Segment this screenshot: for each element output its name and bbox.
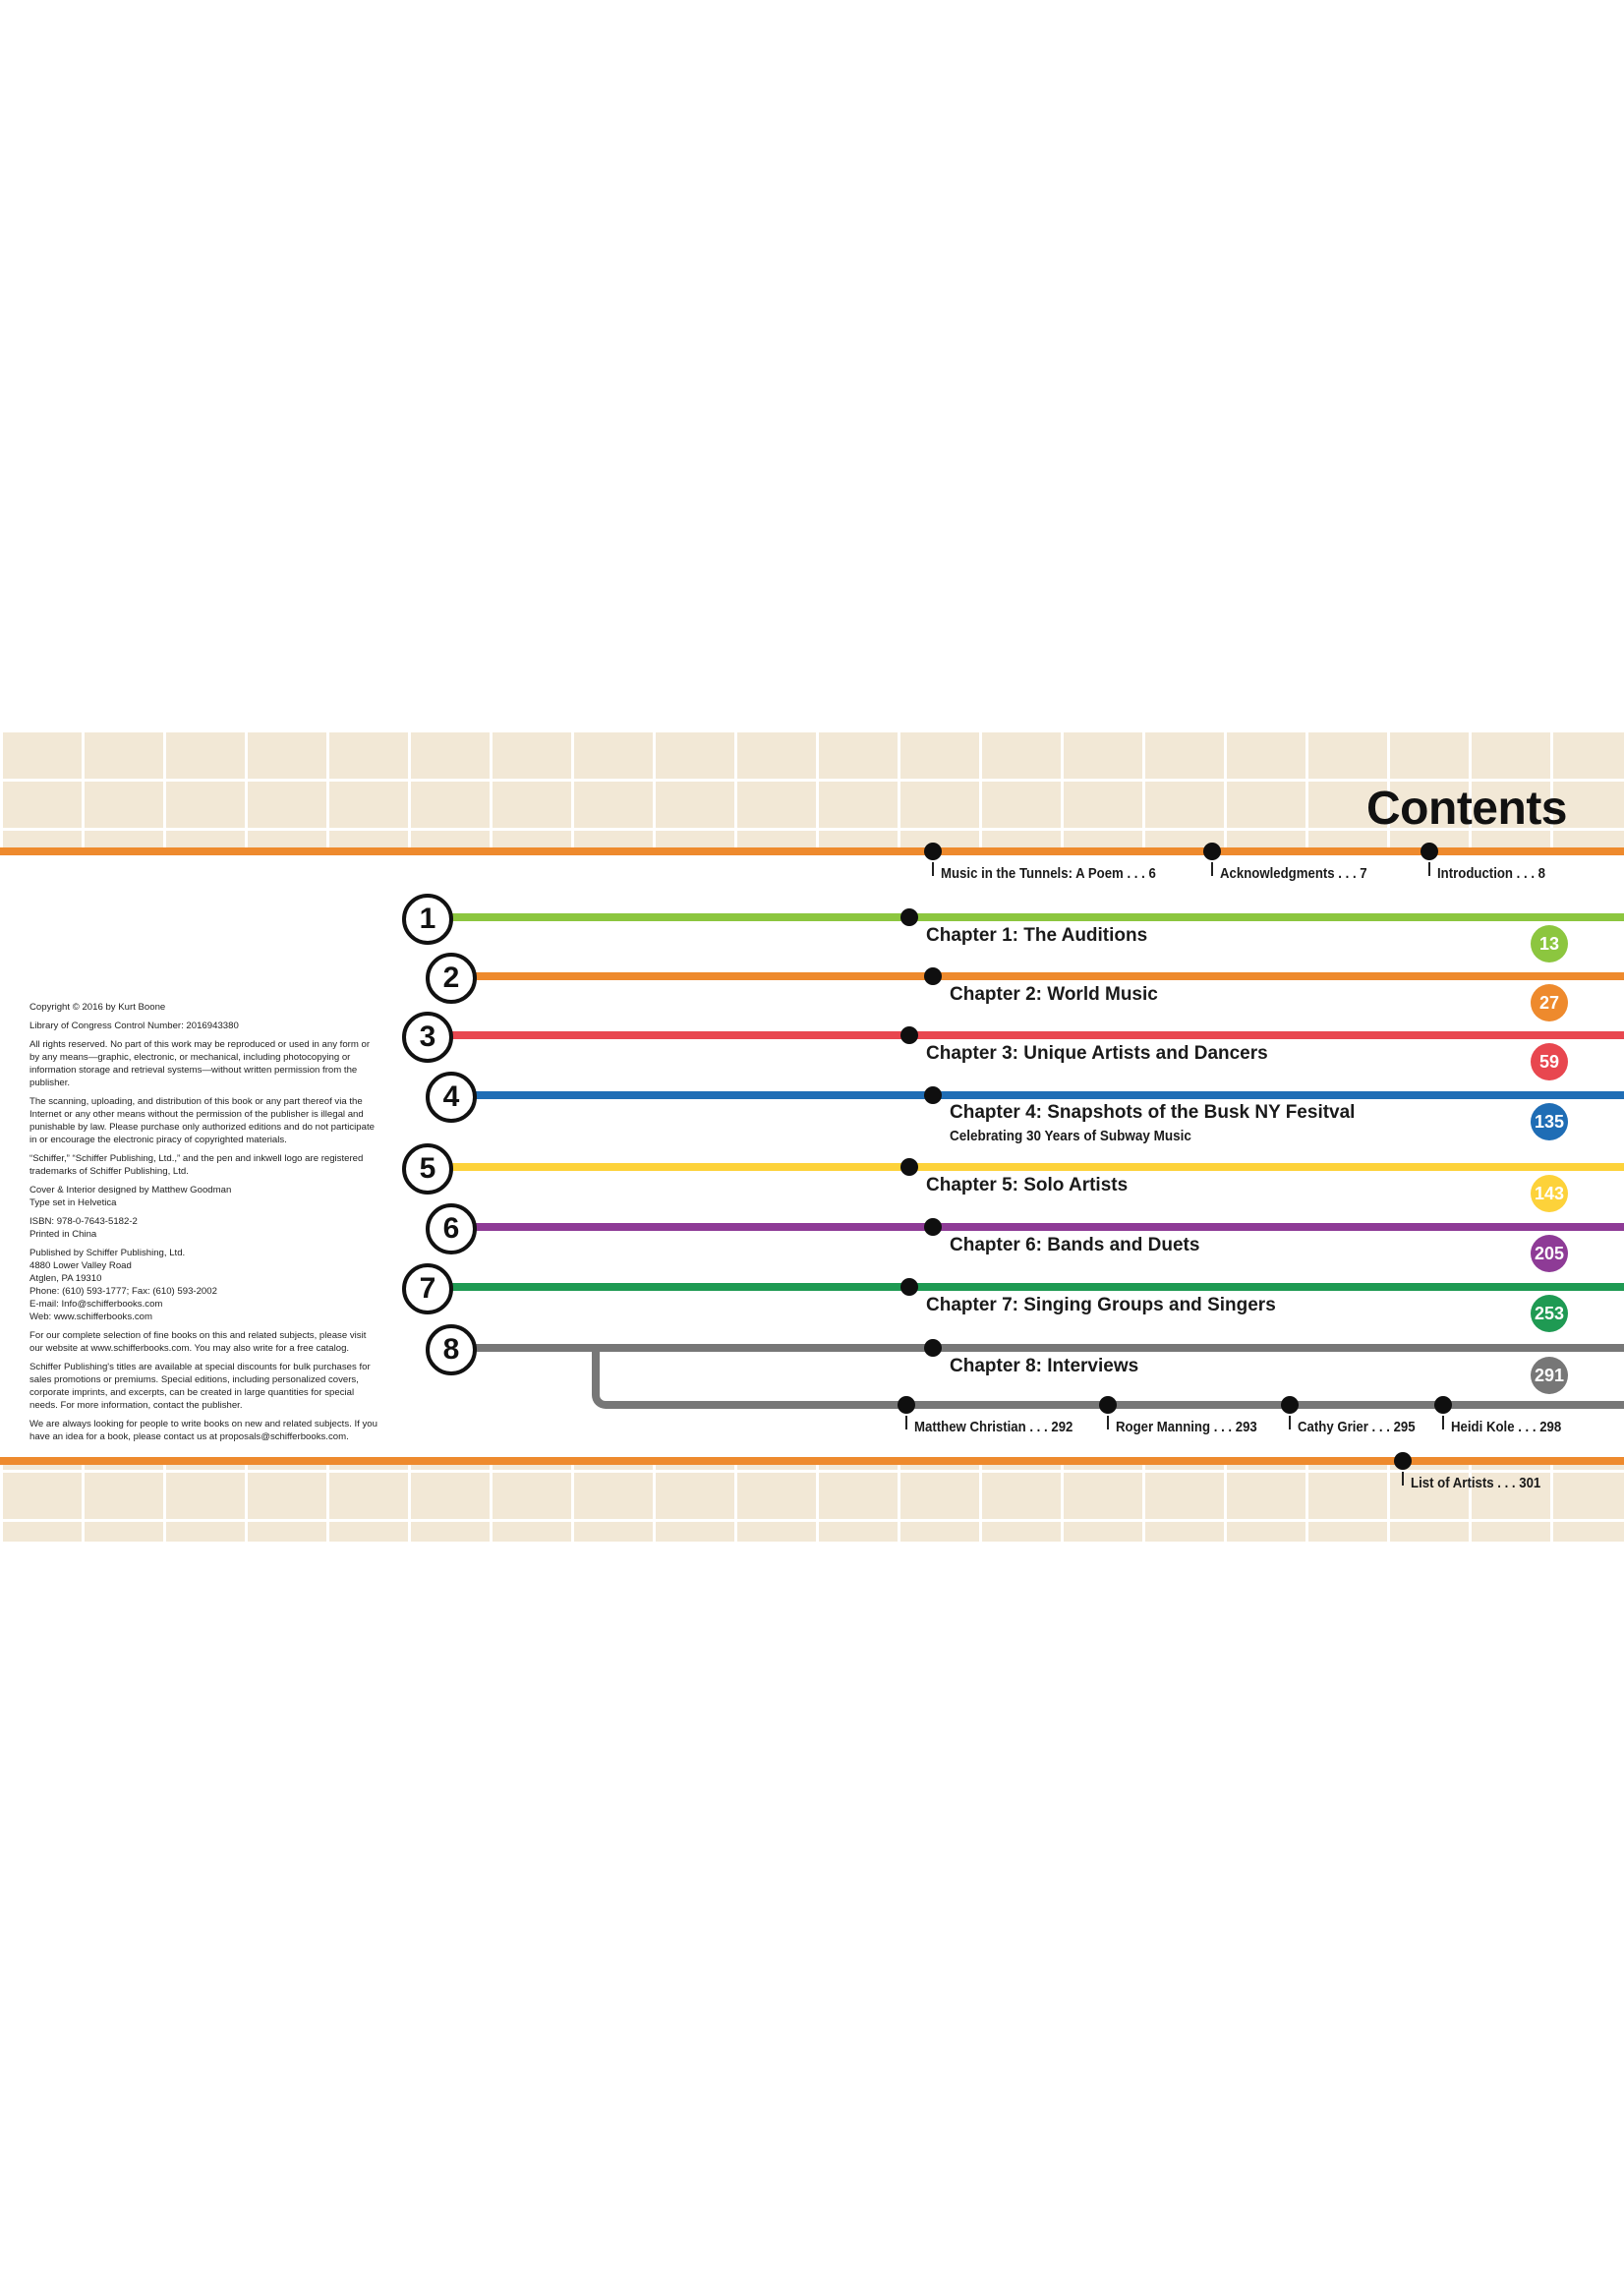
bottom-grid-band — [0, 1465, 1624, 1542]
interview-branch-line — [629, 1401, 1624, 1409]
stop-tick — [1289, 1416, 1291, 1429]
stop-dot-acknowledgments — [1203, 843, 1221, 860]
legal-line: Published by Schiffer Publishing, Ltd. — [29, 1248, 186, 1258]
legal-line: Copyright © 2016 by Kurt Boone — [29, 1002, 166, 1013]
legal-line: The scanning, uploading, and distribution of this book or any part thereof via the Internet or any other means without the permission of the publisher is illegal and punishable by law. Please purchase only authorized editions and do not participate in or encourage the electronic piracy of copyrighted materials. — [29, 1096, 375, 1145]
page-title: Contents — [1366, 783, 1567, 835]
chapter-4-subtitle: Celebrating 30 Years of Subway Music — [950, 1128, 1191, 1144]
stop-dot-poem — [924, 843, 942, 860]
stop-tick — [1211, 862, 1213, 876]
legal-line: Schiffer Publishing's titles are available at special discounts for bulk purchases for sales promotions or premiums. Special editions, including personalized covers, corporate imprints, and excerpts, can be created in large quantities for special needs. For more information, contact the publisher. — [29, 1362, 371, 1411]
chapter-7-page-badge: 253 — [1531, 1295, 1568, 1332]
legal-line: We are always looking for people to write books on new and related subjects. If you have an idea for a book, please contact us at proposals@schifferbooks.com. — [29, 1419, 377, 1442]
toc-list-of-artists[interactable]: List of Artists . . . 301 — [1411, 1475, 1541, 1491]
legal-line: E-mail: Info@schifferbooks.com — [29, 1299, 163, 1310]
chapter-5-page-badge: 143 — [1531, 1175, 1568, 1212]
legal-line: Printed in China — [29, 1229, 97, 1240]
legal-line: For our complete selection of fine books on this and related subjects, please visit our website at www.schifferbooks.com. You may also write for a free catalog. — [29, 1330, 367, 1354]
legal-line: 4880 Lower Valley Road — [29, 1260, 132, 1271]
toc-poem[interactable]: Music in the Tunnels: A Poem . . . 6 — [941, 865, 1156, 882]
interview-stop-dot — [1434, 1396, 1452, 1414]
line-chapter-4 — [476, 1091, 1624, 1099]
line-chapter-8 — [476, 1344, 1624, 1352]
chapter-2-page-badge: 27 — [1531, 984, 1568, 1021]
chapter-stop-dot — [900, 1278, 918, 1296]
chapter-4-title[interactable]: Chapter 4: Snapshots of the Busk NY Fesitval — [950, 1102, 1356, 1123]
chapter-1-title[interactable]: Chapter 1: The Auditions — [926, 925, 1148, 946]
chapter-number-3: 3 — [402, 1012, 453, 1063]
legal-line: Type set in Helvetica — [29, 1197, 117, 1208]
interview-heidi-kole[interactable]: Heidi Kole . . . 298 — [1451, 1419, 1562, 1435]
interview-branch-connector — [592, 1350, 631, 1409]
chapter-8-page-badge: 291 — [1531, 1357, 1568, 1394]
stop-dot-introduction — [1421, 843, 1438, 860]
legal-line: Cover & Interior designed by Matthew Goodman — [29, 1185, 232, 1195]
interview-cathy-grier[interactable]: Cathy Grier . . . 295 — [1298, 1419, 1416, 1435]
chapter-2-title[interactable]: Chapter 2: World Music — [950, 984, 1158, 1005]
chapter-number-2: 2 — [426, 953, 477, 1004]
stop-dot-list-of-artists — [1394, 1452, 1412, 1470]
chapter-stop-dot — [924, 1339, 942, 1357]
chapter-stop-dot — [900, 1026, 918, 1044]
chapter-stop-dot — [924, 967, 942, 985]
line-chapter-2 — [476, 972, 1624, 980]
toc-introduction[interactable]: Introduction . . . 8 — [1437, 865, 1545, 882]
top-orange-line — [0, 847, 1624, 855]
chapter-stop-dot — [900, 908, 918, 926]
stop-tick — [1402, 1472, 1404, 1486]
line-chapter-6 — [476, 1223, 1624, 1231]
chapter-stop-dot — [924, 1218, 942, 1236]
interview-roger-manning[interactable]: Roger Manning . . . 293 — [1116, 1419, 1257, 1435]
interview-matthew-christian[interactable]: Matthew Christian . . . 292 — [914, 1419, 1073, 1435]
stop-tick — [1428, 862, 1430, 876]
line-chapter-5 — [452, 1163, 1624, 1171]
legal-line: Phone: (610) 593-1777; Fax: (610) 593-2002 — [29, 1286, 217, 1297]
chapter-4-page-badge: 135 — [1531, 1103, 1568, 1140]
interview-stop-dot — [1099, 1396, 1117, 1414]
chapter-7-title[interactable]: Chapter 7: Singing Groups and Singers — [926, 1295, 1276, 1315]
chapter-number-6: 6 — [426, 1203, 477, 1254]
chapter-8-title[interactable]: Chapter 8: Interviews — [950, 1356, 1139, 1376]
stop-tick — [932, 862, 934, 876]
chapter-6-title[interactable]: Chapter 6: Bands and Duets — [950, 1235, 1200, 1255]
chapter-stop-dot — [900, 1158, 918, 1176]
toc-acknowledgments[interactable]: Acknowledgments . . . 7 — [1220, 865, 1367, 882]
chapter-5-title[interactable]: Chapter 5: Solo Artists — [926, 1175, 1129, 1195]
stop-tick — [1442, 1416, 1444, 1429]
legal-line: “Schiffer,” “Schiffer Publishing, Ltd.,” and the pen and inkwell logo are registered trademarks of Schiffer Publishing, Ltd. — [29, 1153, 364, 1177]
copyright-block — [29, 1001, 379, 1449]
legal-line: ISBN: 978-0-7643-5182-2 — [29, 1216, 138, 1227]
interview-stop-dot — [898, 1396, 915, 1414]
chapter-stop-dot — [924, 1086, 942, 1104]
line-chapter-3 — [452, 1031, 1624, 1039]
stop-tick — [1107, 1416, 1109, 1429]
chapter-number-4: 4 — [426, 1072, 477, 1123]
legal-line: All rights reserved. No part of this work may be reproduced or used in any form or by any means—graphic, electronic, or mechanical, including photocopying or information storage and retrieval systems—without written permission from the publisher. — [29, 1039, 371, 1088]
legal-line: Library of Congress Control Number: 2016943380 — [29, 1020, 239, 1031]
stop-tick — [905, 1416, 907, 1429]
chapter-number-1: 1 — [402, 894, 453, 945]
chapter-number-5: 5 — [402, 1143, 453, 1195]
line-chapter-7 — [452, 1283, 1624, 1291]
chapter-number-7: 7 — [402, 1263, 453, 1314]
line-chapter-1 — [452, 913, 1624, 921]
chapter-3-page-badge: 59 — [1531, 1043, 1568, 1080]
bottom-orange-line — [0, 1457, 1624, 1465]
chapter-number-8: 8 — [426, 1324, 477, 1375]
interview-stop-dot — [1281, 1396, 1299, 1414]
legal-line: Atglen, PA 19310 — [29, 1273, 102, 1284]
legal-line: Web: www.schifferbooks.com — [29, 1312, 152, 1322]
chapter-6-page-badge: 205 — [1531, 1235, 1568, 1272]
chapter-3-title[interactable]: Chapter 3: Unique Artists and Dancers — [926, 1043, 1268, 1064]
chapter-1-page-badge: 13 — [1531, 925, 1568, 962]
